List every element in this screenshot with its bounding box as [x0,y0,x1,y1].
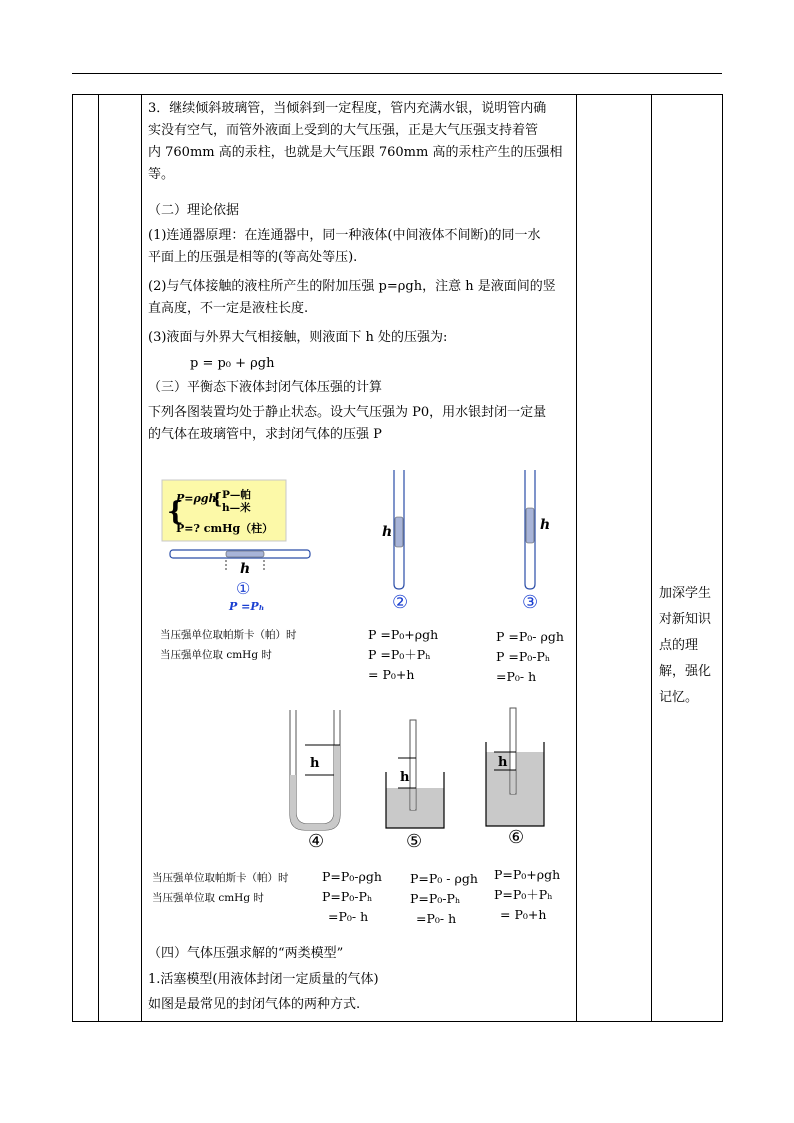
caption-pa-bottom: 当压强单位取帕斯卡（帕）时 [152,872,289,884]
box-m: h—米 [222,502,251,514]
label-1: ① [236,579,251,598]
paragraph-3: 3．继续倾斜玻璃管，当倾斜到一定程度，管内充满水银，说明管内确 实没有空气，而管外液面上受到的大气压强，正是大气压强支持着管 内 760mm 高的汞柱，也就是大气压跟 760mm 高的汞柱产生的压强相 等。 [148,101,563,182]
h-label: h [540,517,551,533]
model-1-desc: 如图是最常见的封闭气体的两种方式. [148,997,361,1012]
brace-big: { [167,497,184,527]
mercury-column [526,508,534,543]
p-equals: P =Pₕ [229,600,265,613]
label-2: ② [392,592,409,613]
caption-cm-bottom: 当压强单位取 cmHg 时 [152,892,264,904]
result-col-5: P=P₀ - ρgh P=P₀-Pₕ =P₀- h [410,871,478,926]
result-col-2: P =P₀+ρgh P =P₀＋Pₕ = P₀+h [368,627,439,682]
result-col-4: P=P₀-ρgh P=P₀-Pₕ =P₀- h [322,869,382,924]
tube-5-liquid [411,788,415,810]
table-col-line [98,94,99,1022]
label-3: ③ [522,592,539,613]
section-4-title: （四）气体压强求解的“两类模型” [148,946,344,961]
intro: 下列各图装置均处于静止状态。设大气压强为 P0，用水银封闭一定量 的气体在玻璃管中，求封闭气体的压强 P [148,405,547,442]
pressure-formula: p = p₀ + ρgh [190,356,275,371]
h-label: h [382,524,393,540]
result-col-6: P=P₀+ρgh P=P₀＋Pₕ = P₀+h [494,867,561,922]
brace-small: { [212,489,223,508]
section-2-title: （二）理论依据 [148,203,240,218]
side-note: 加深学生 对新知识 点的理 解，强化 记忆。 [659,586,712,705]
mercury-column [226,551,264,557]
table-bottom-border [72,1021,723,1022]
label-5: ⑤ [406,831,423,852]
tube-6-liquid [511,770,515,794]
figure-bottom [280,700,570,858]
table-top-border [72,94,723,95]
model-1: 1.活塞模型(用液体封闭一定质量的气体) [148,972,379,987]
box-pa: P—帕 [222,489,251,501]
box-line3: P=? cmHg（柱） [176,522,274,535]
header-rule [72,73,722,74]
table-col-line [141,94,142,1022]
mercury-column [395,517,403,547]
table-col-line [651,94,652,1022]
h-label: h [400,770,410,785]
h-label: h [498,755,508,770]
table-col-line [576,94,577,1022]
section-3-title: （三）平衡态下液体封闭气体压强的计算 [148,380,383,395]
table-col-line [722,94,723,1022]
label-4: ④ [308,831,325,852]
box-line1: P=ρgh [176,492,217,505]
rule-1: (1)连通器原理：在连通器中，同一种液体(中间液体不间断)的同一水 平面上的压强是相等的(等高处等压). [148,228,541,265]
h-label: h [240,561,251,577]
result-col-3: P =P₀- ρgh P =P₀-Pₕ =P₀- h [496,629,564,684]
caption-pa-top: 当压强单位取帕斯卡（帕）时 [160,629,297,641]
rule-2: (2)与气体接触的液柱所产生的附加压强 p=ρgh，注意 h 是液面间的竖 直高度，不一定是液柱长度. [148,279,556,316]
label-6: ⑥ [508,827,525,848]
figure-top [148,460,576,620]
h-label: h [310,756,320,771]
rule-3: (3)液面与外界大气相接触，则液面下 h 处的压强为: [148,330,448,345]
caption-cm-top: 当压强单位取 cmHg 时 [160,649,272,661]
table-col-line [72,94,73,1022]
